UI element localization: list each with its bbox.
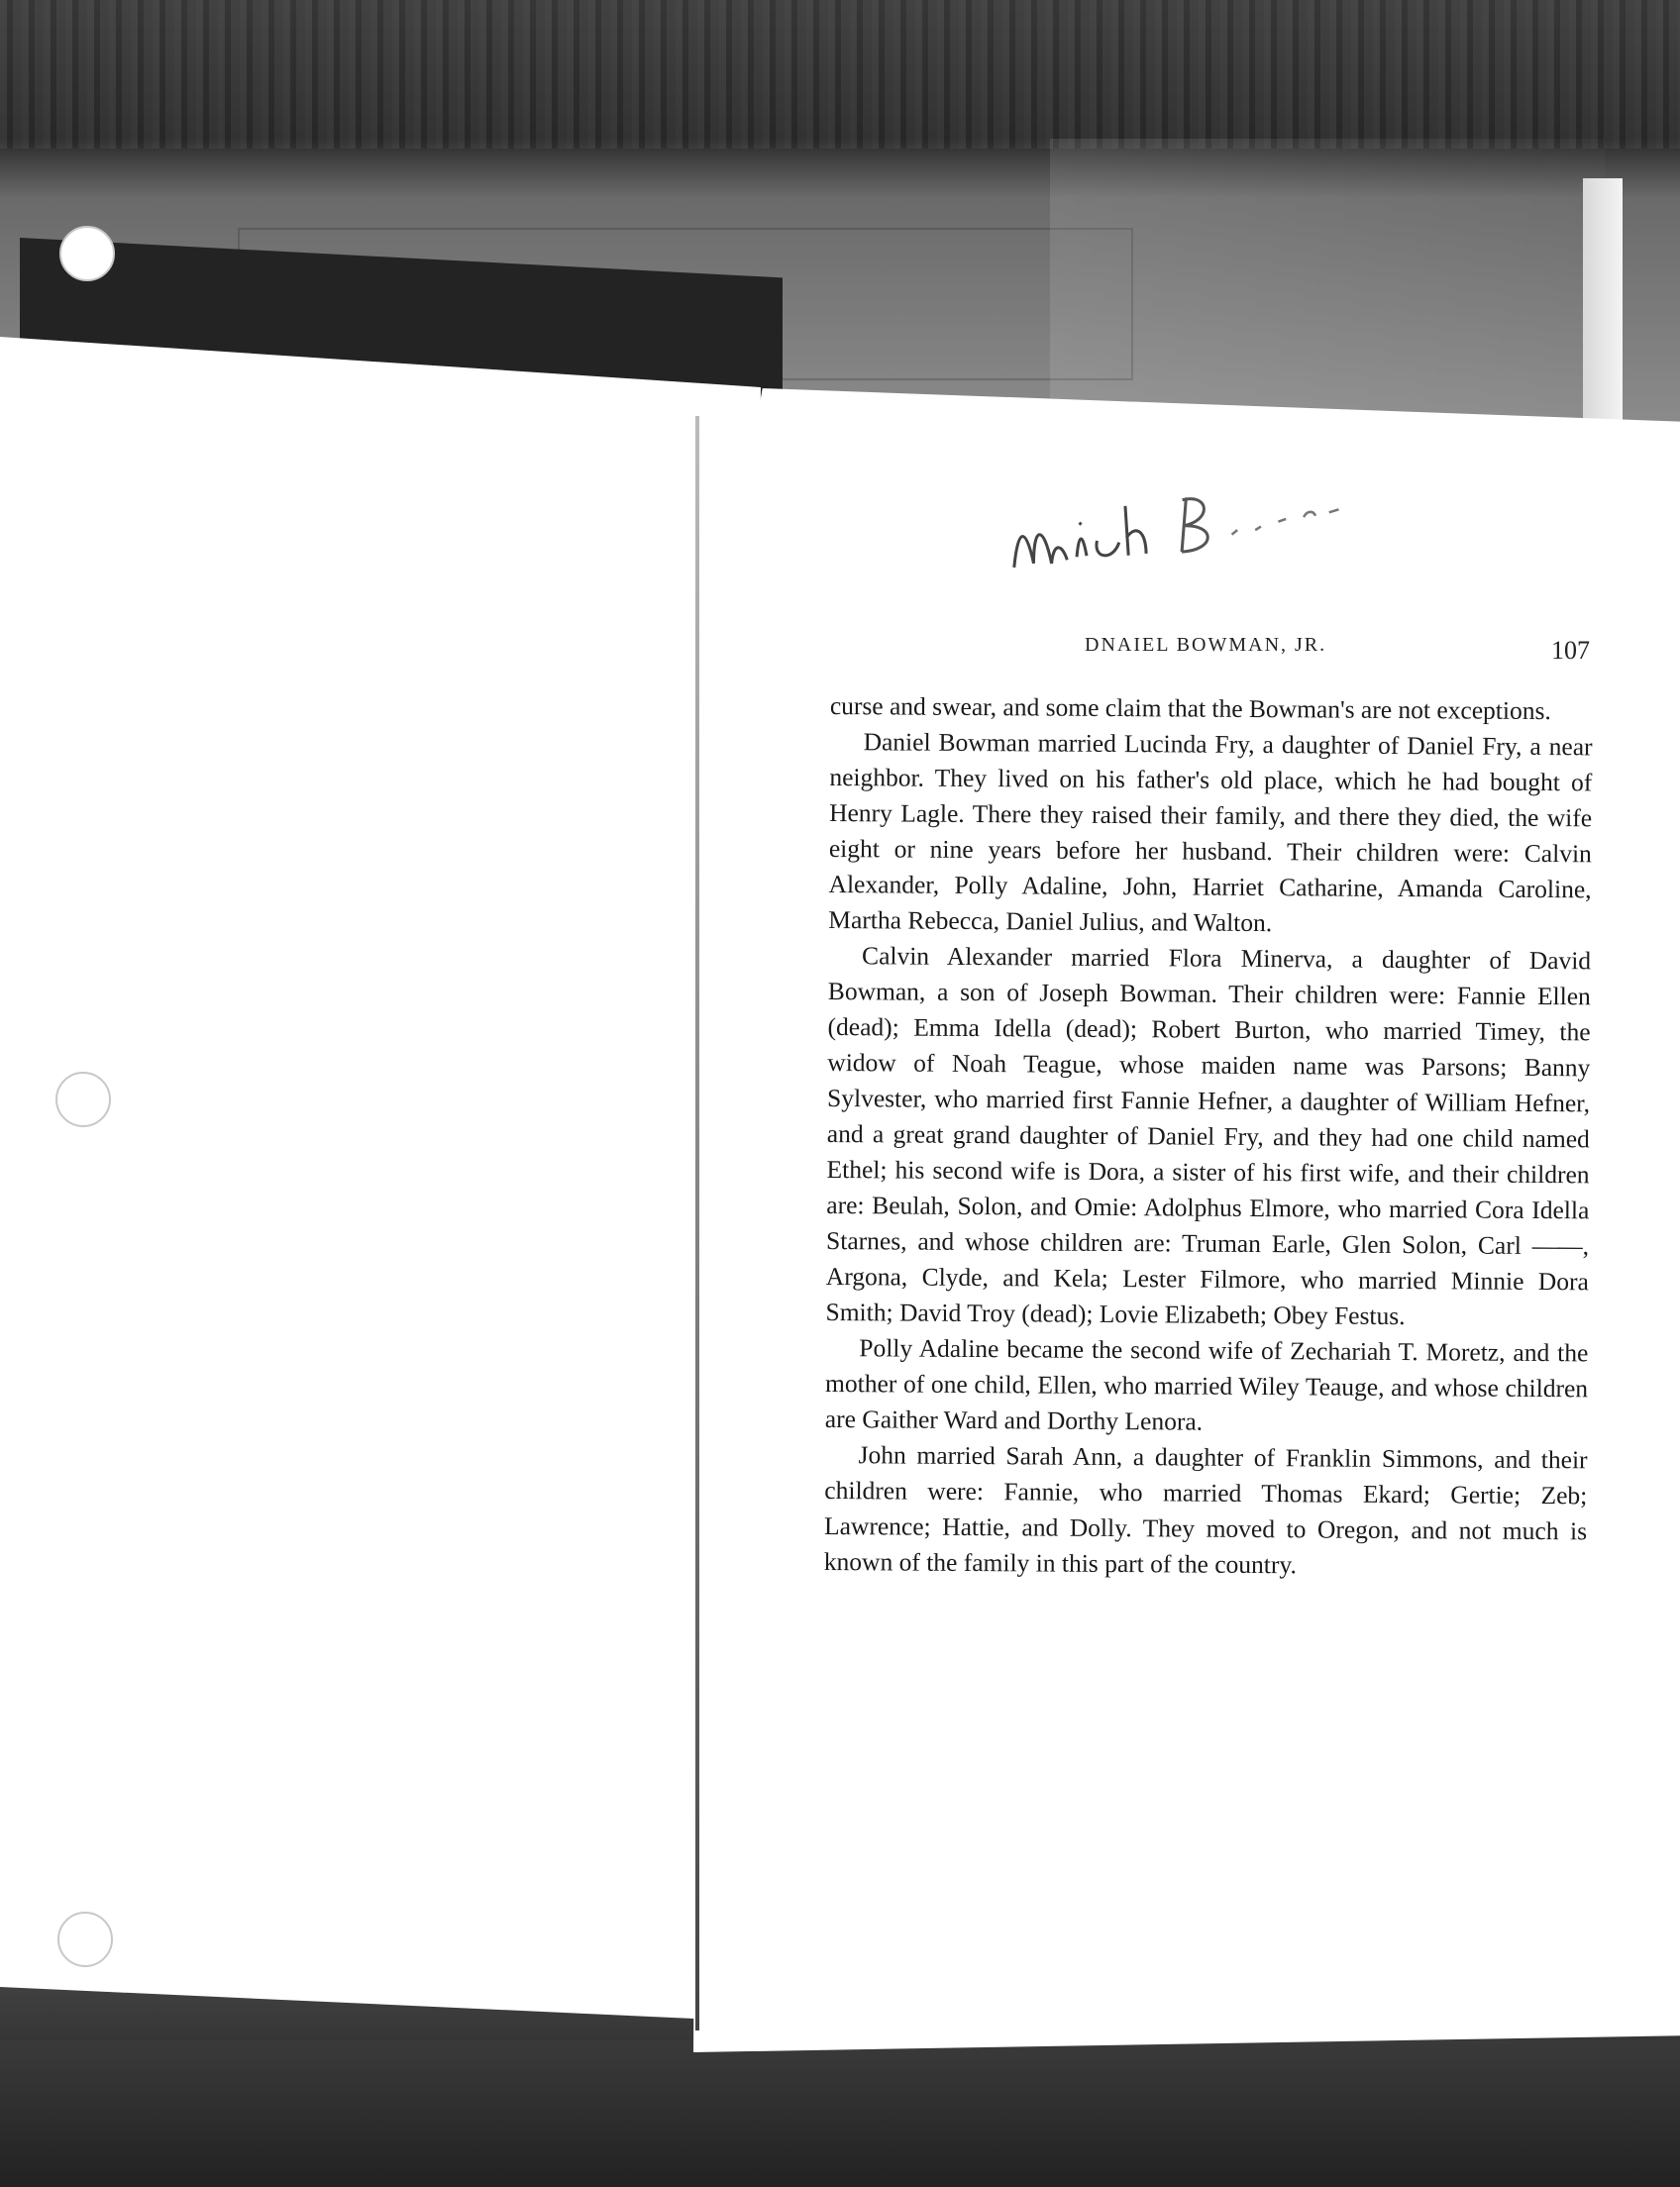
- table-surface: [0, 2040, 1680, 2187]
- paragraph: curse and swear, and some claim that the Bowman's are not exceptions.: [829, 690, 1551, 726]
- wall-panel-shape: [1050, 139, 1605, 436]
- punch-hole-top: [59, 226, 115, 281]
- left-blank-page: [0, 337, 761, 2021]
- background-texture: [0, 0, 1680, 149]
- running-head: DNAIEL BOWMAN, JR.: [1085, 634, 1327, 656]
- book-spine: [695, 416, 699, 2031]
- paragraph: John married Sarah Ann, a daughter of Franklin Simmons, and their children were: Fannie, who married Thomas Ekard; Gertie; Zeb; Lawrence; Hattie, and Dolly. They moved to Oregon, and not much is known of the family in this part of the country.: [823, 1440, 1588, 1580]
- light-edge: [1583, 178, 1623, 436]
- punch-hole-bottom: [57, 1912, 113, 1967]
- paragraph: Polly Adaline became the second wife of Zechariah T. Moretz, and the mother of one child, Ellen, who married Wiley Teauge, and whose children are Gaither Ward and Dorthy Lenora.: [824, 1333, 1589, 1436]
- paragraph: Daniel Bowman married Lucinda Fry, a daughter of Daniel Fry, a near neighbor. They lived on his father's old place, which he had bought of Henry Lagle. There they raised their family, and there they died, the wife eight or nine years before her husband. Their children were: Calvin Alexander, Polly Adaline, John, Harriet Catharine, Amanda Caroline, Martha Rebecca, Daniel Julius, and Walton.: [828, 727, 1593, 938]
- page-body-text: [824, 688, 1593, 1585]
- paragraph: Calvin Alexander married Flora Minerva, a daughter of David Bowman, a son of Joseph Bowman. Their children were: Fannie Ellen (dead); Emma Idella (dead); Robert Burton, who married Timey, the widow of Noah Teague, whose maiden name was Parsons; Banny Sylvester, who married first Fannie Hefner, a daughter of William Hefner, and a great grand daughter of Daniel Fry, and they had one child named Ethel; his second wife is Dora, a sister of his first wife, and their children are: Beulah, Solon, and Omie: Adolphus Elmore, who married Cora Idella Starnes, and whose children are: Truman Earle, Glen Solon, Carl ——, Argona, Clyde, and Kela; Lester Filmore, who married Minnie Dora Smith; David Troy (dead); Lovie Elizabeth; Obey Festus.: [825, 941, 1592, 1331]
- page-number: 107: [1551, 636, 1590, 665]
- punch-hole-middle: [55, 1072, 111, 1127]
